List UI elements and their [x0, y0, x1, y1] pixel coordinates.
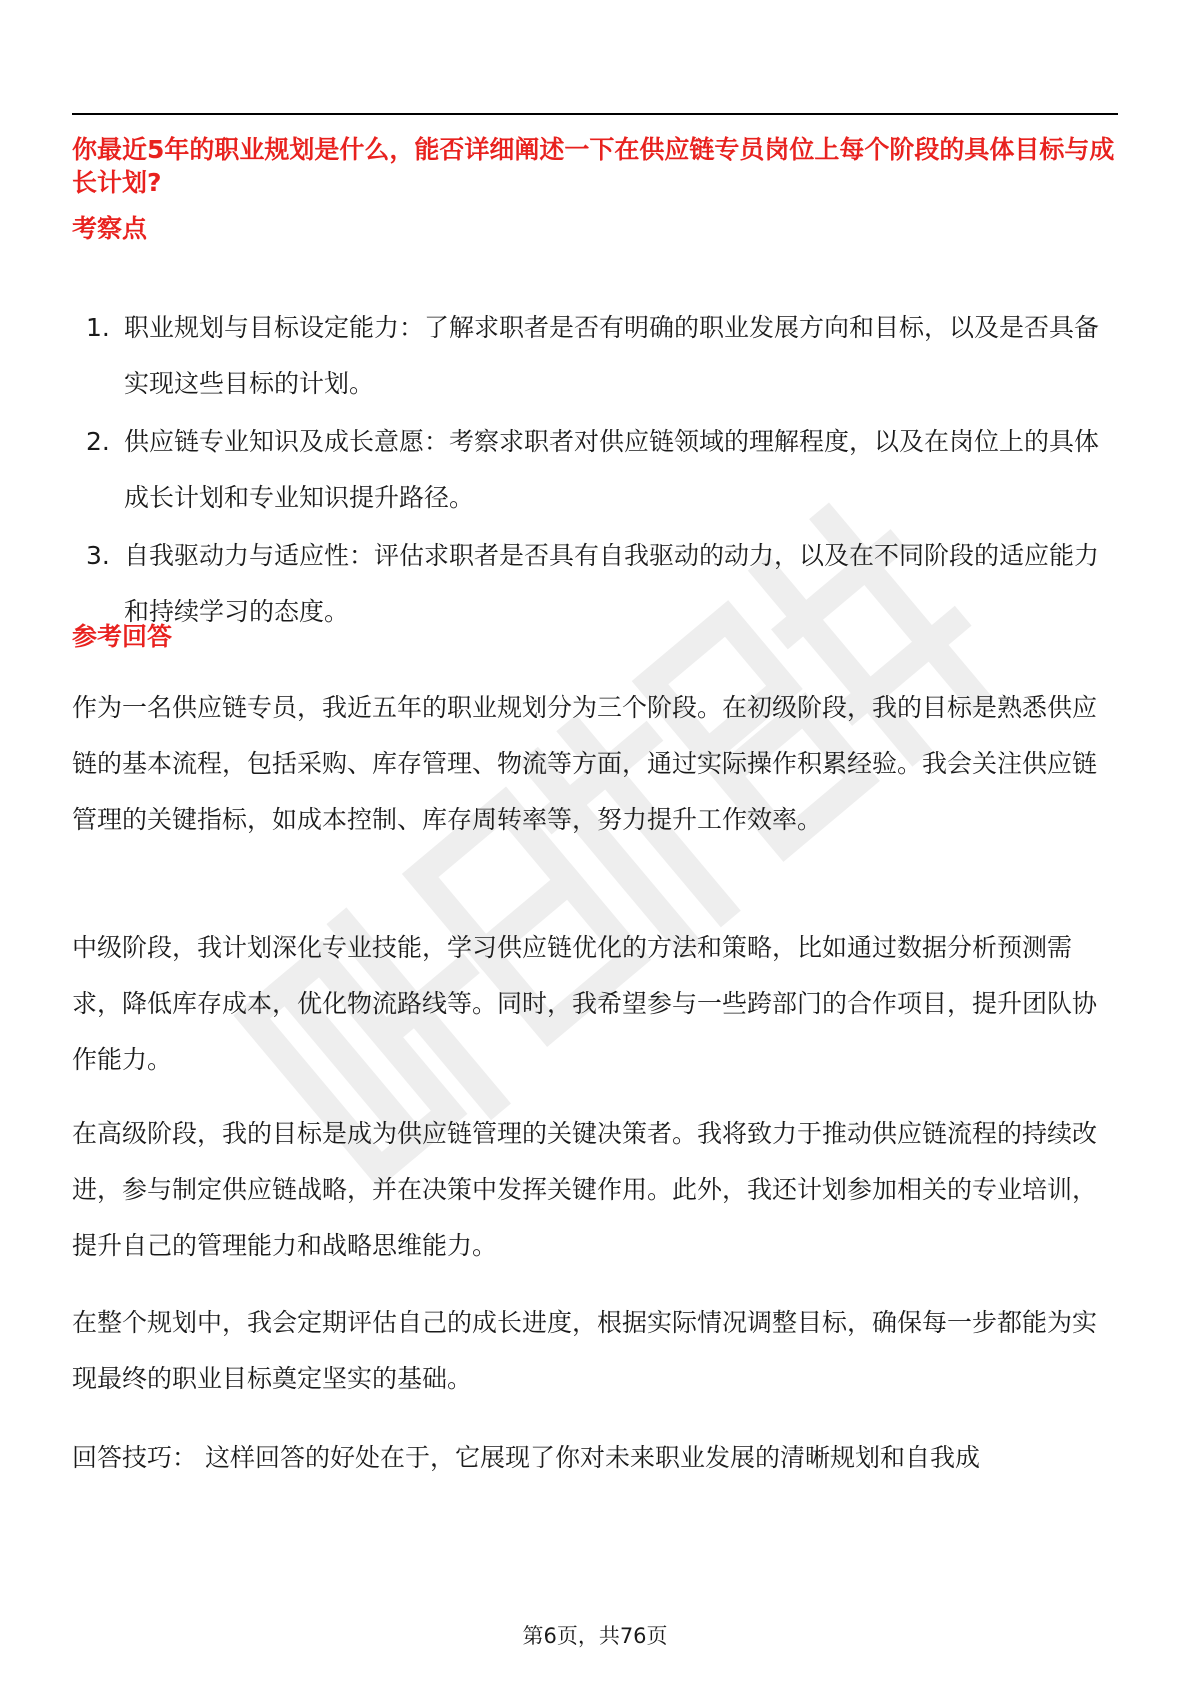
- point-text: 供应链专业知识及成长意愿：考察求职者对供应链领域的理解程度，以及在岗位上的具体成长计划和专业知识提升路径。: [124, 427, 1100, 512]
- point-text: 自我驱动力与适应性：评估求职者是否具有自我驱动的动力，以及在不同阶段的适应能力和持续学习的态度。: [124, 541, 1100, 626]
- points-heading: 考察点: [72, 214, 148, 243]
- answer-paragraph: 在整个规划中，我会定期评估自己的成长进度，根据实际情况调整目标，确保每一步都能为实现最终的职业目标奠定坚实的基础。: [72, 1308, 1098, 1393]
- answer-heading: 参考回答: [72, 622, 173, 651]
- answer-paragraph: 在高级阶段，我的目标是成为供应链管理的关键决策者。我将致力于推动供应链流程的持续改进，参与制定供应链战略，并在决策中发挥关键作用。此外，我还计划参加相关的专业培训，提升自己的管理能力和战略思维能力。: [72, 1119, 1098, 1260]
- point-item: [72, 300, 1118, 412]
- question-title: 你最近5年的职业规划是什么，能否详细阐述一下在供应链专员岗位上每个阶段的具体目标与成长计划?: [72, 135, 1115, 197]
- point-text: 职业规划与目标设定能力：了解求职者是否有明确的职业发展方向和目标，以及是否具备实现这些目标的计划。: [124, 313, 1100, 398]
- point-number: 3.: [86, 541, 110, 570]
- top-divider: [72, 113, 1118, 115]
- answer-tips: 回答技巧： 这样回答的好处在于，它展现了你对未来职业发展的清晰规划和自我成: [72, 1443, 980, 1472]
- points-list: [72, 300, 1118, 642]
- point-number: 1.: [86, 313, 110, 342]
- answer-paragraph: 作为一名供应链专员，我近五年的职业规划分为三个阶段。在初级阶段，我的目标是熟悉供应链的基本流程，包括采购、库存管理、物流等方面，通过实际操作积累经验。我会关注供应链管理的关键指标，如成本控制、库存周转率等，努力提升工作效率。: [72, 693, 1098, 834]
- point-item: [72, 414, 1118, 526]
- page-number-footer: 第6页，共76页: [522, 1624, 668, 1648]
- document-page: [72, 0, 1118, 1684]
- answer-paragraph: 中级阶段，我计划深化专业技能，学习供应链优化的方法和策略，比如通过数据分析预测需求，降低库存成本，优化物流路线等。同时，我希望参与一些跨部门的合作项目，提升团队协作能力。: [72, 933, 1098, 1074]
- point-item: [72, 528, 1118, 640]
- point-number: 2.: [86, 427, 110, 456]
